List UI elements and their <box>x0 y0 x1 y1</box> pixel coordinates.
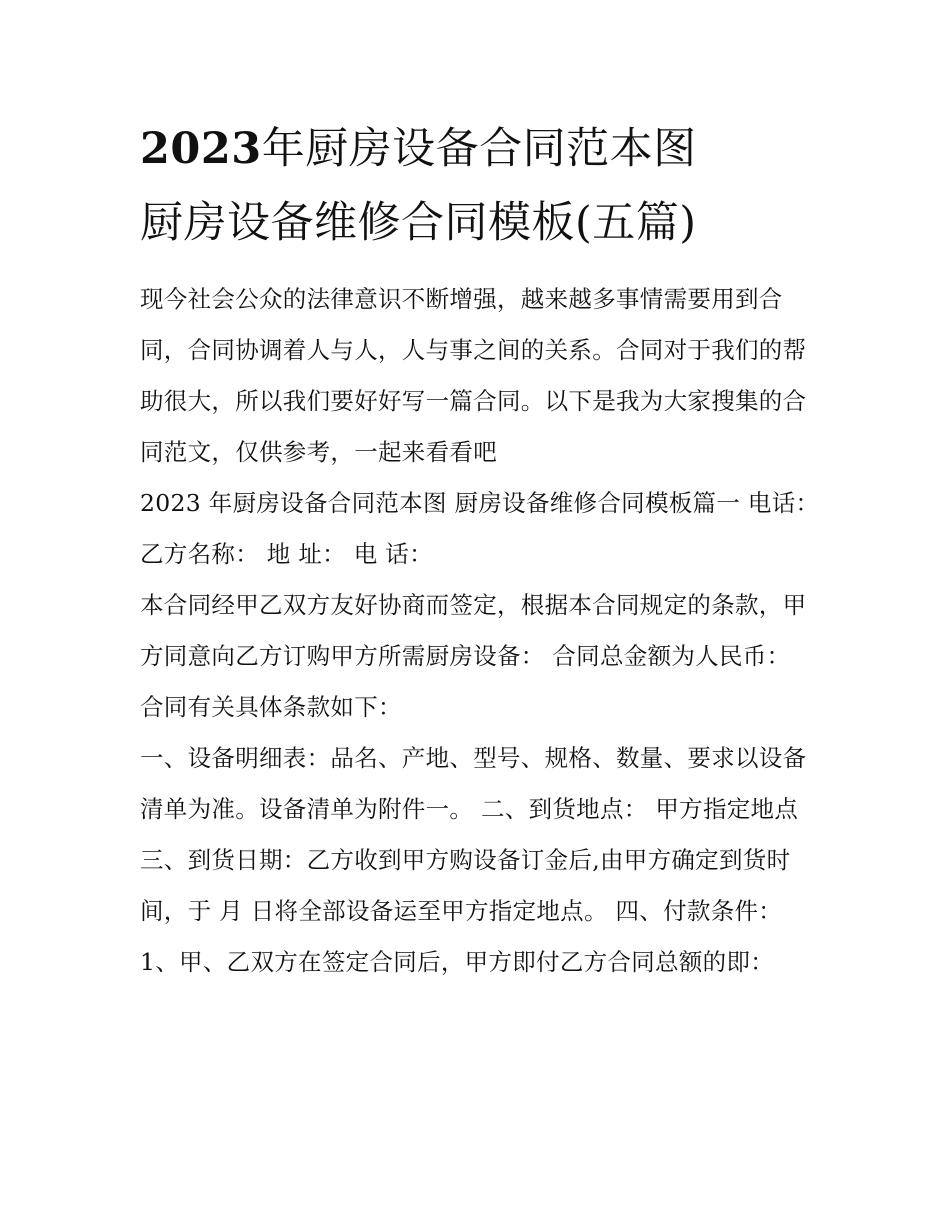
document-title <box>140 112 820 260</box>
title-line-1 <box>140 112 820 186</box>
contact-paragraph: 2023 年厨房设备合同范本图 厨房设备维修合同模板篇一 电话： 乙方名称： 地 址： 电 话： <box>140 489 820 568</box>
document-body <box>140 112 820 988</box>
clause-payment-paragraph: 1、甲、乙双方在签定合同后，甲方即付乙方合同总额的即： <box>140 948 775 976</box>
title-year: 2023 <box>140 124 262 174</box>
title-line-1-text: 年厨房设备合同范本图 <box>261 124 697 174</box>
clause-equipment-paragraph: 一、设备明细表：品名、产地、型号、规格、数量、要求以设备清单为准。设备清单为附件一。 二、到货地点： 甲方指定地点 <box>140 744 807 823</box>
intro-paragraph: 现今社会公众的法律意识不断增强，越来越多事情需要用到合同，合同协调着人与人，人与事之间的关系。合同对于我们的帮助很大，所以我们要好好写一篇合同。以下是我为大家搜集的合同范文，仅供参考，一起来看看吧 <box>140 285 807 466</box>
title-line-2: 厨房设备维修合同模板(五篇) <box>140 198 697 248</box>
agreement-paragraph: 本合同经甲乙双方友好协商而签定，根据本合同规定的条款，甲方同意向乙方订购甲方所需厨房设备： 合同总金额为人民币： 合同有关具体条款如下： <box>140 591 807 721</box>
clause-delivery-paragraph: 三、到货日期：乙方收到甲方购设备订金后,由甲方确定到货时间，于 月 日将全部设备运至甲方指定地点。 四、付款条件： <box>140 846 791 925</box>
